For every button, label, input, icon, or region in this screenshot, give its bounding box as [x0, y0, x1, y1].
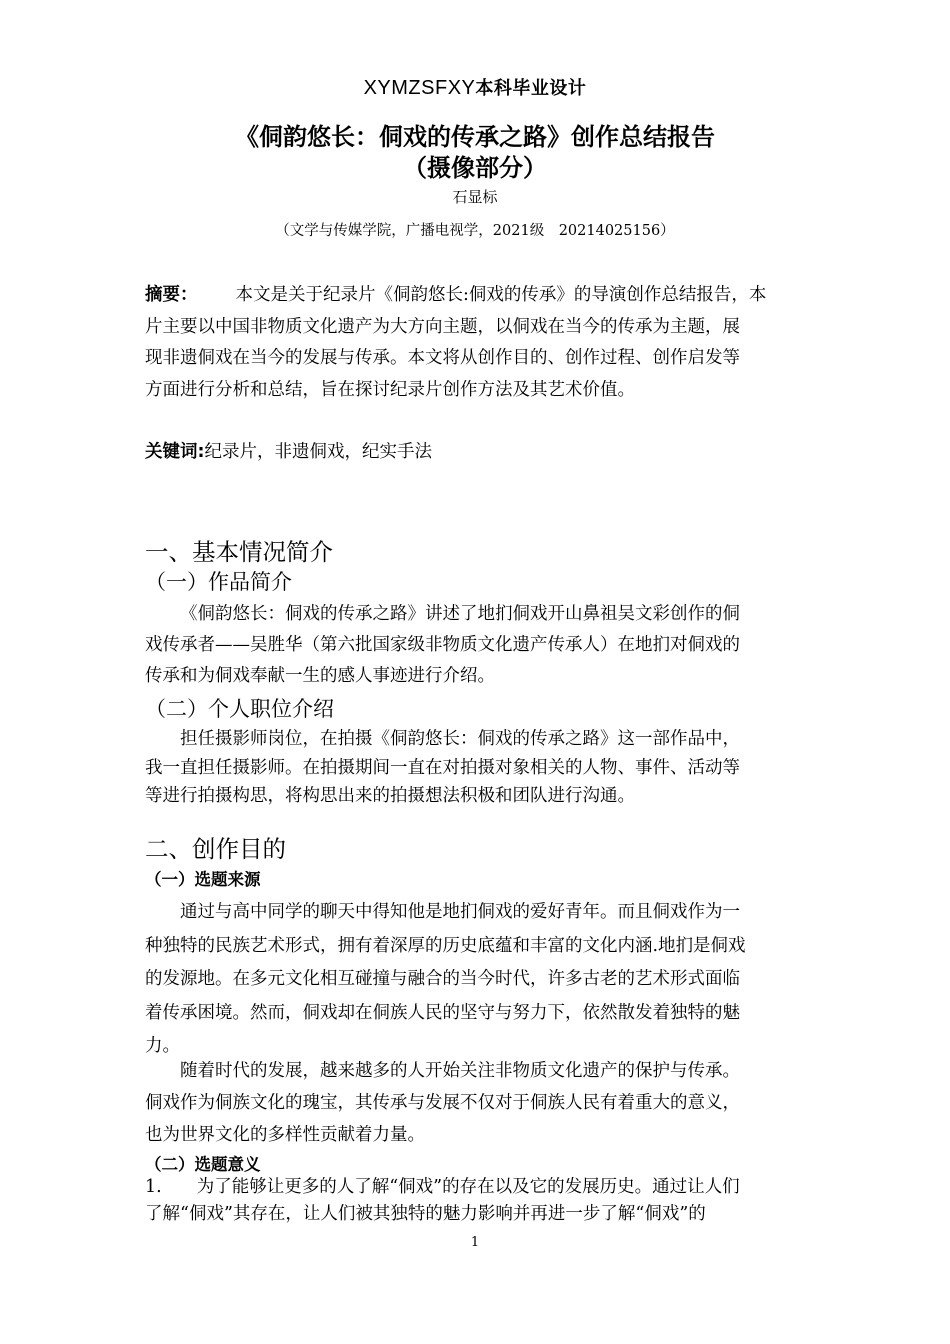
header-label: 本科毕业设计 — [475, 78, 587, 99]
subsection-heading: （二）个人职位介绍 — [145, 697, 334, 721]
abstract-label: 摘要： — [145, 285, 198, 305]
author-name: 石显标 — [452, 188, 498, 206]
page-number: 1 — [470, 1235, 480, 1250]
paragraph — [145, 896, 805, 1064]
subsection-heading: （二）选题意义 — [145, 1155, 261, 1174]
paragraph-line: 戏传承者——吴胜华（第六批国家级非物质文化遗产传承人）在地扪对侗戏的 — [145, 635, 740, 655]
paragraph-line: 了解“侗戏”其存在，让人们被其独特的魅力影响并再进一步了解“侗戏”的 — [145, 1204, 706, 1224]
paragraph — [145, 599, 805, 692]
author-affiliation: （文学与传媒学院，广播电视学，2021级 20214025156） — [275, 223, 675, 239]
paragraph — [145, 1174, 805, 1228]
abstract — [145, 280, 805, 406]
paragraph-line: 也为世界文化的多样性贡献着力量。 — [145, 1125, 425, 1145]
keywords-text: 纪录片，非遗侗戏，纪实手法 — [204, 442, 432, 462]
paragraph-line: 传承和为侗戏奉献一生的感人事迹进行介绍。 — [145, 666, 495, 686]
paragraph-line: 着传承困境。然而，侗戏却在侗族人民的坚守与努力下，依然散发着独特的魅 — [145, 1002, 740, 1023]
section-heading: 一、基本情况简介 — [145, 538, 333, 566]
abstract-line: 摘要： 本文是关于纪录片《侗韵悠长:侗戏的传承》的导演创作总结报告，本 — [145, 285, 767, 305]
abstract-line: 方面进行分析和总结，旨在探讨纪录片创作方法及其艺术价值。 — [145, 379, 635, 400]
report-subtitle: （摄像部分） — [403, 154, 547, 182]
paragraph — [145, 725, 805, 811]
header-code: XYMZSFXY — [363, 77, 476, 99]
running-header — [0, 74, 950, 100]
report-title: 《侗韵悠长：侗戏的传承之路》创作总结报告 — [235, 123, 715, 151]
subsection-heading: （一）选题来源 — [145, 870, 261, 889]
paragraph-line: 种独特的民族艺术形式，拥有着深厚的历史底蕴和丰富的文化内涵.地扪是侗戏 — [145, 935, 746, 956]
subsection-heading: （一）作品简介 — [145, 570, 292, 594]
paragraph-line: 通过与高中同学的聊天中得知他是地扪侗戏的爱好青年。而且侗戏作为一 — [180, 902, 740, 922]
paragraph-line: 侗戏作为侗族文化的瑰宝，其传承与发展不仅对于侗族人民有着重大的意义， — [145, 1093, 740, 1113]
paragraph-line: 我一直担任摄影师。在拍摄期间一直在对拍摄对象相关的人物、事件、活动等 — [145, 757, 740, 778]
keywords-label: 关键词: — [145, 442, 205, 462]
paragraph-line: 1. 为了能够让更多的人了解“侗戏”的存在以及它的发展历史。通过让人们 — [145, 1177, 740, 1197]
paragraph-line: 随着时代的发展，越来越多的人开始关注非物质文化遗产的保护与传承。 — [180, 1061, 740, 1081]
keywords — [145, 438, 805, 466]
abstract-line: 现非遗侗戏在当今的发展与传承。本文将从创作目的、创作过程、创作启发等 — [145, 348, 740, 368]
paragraph-line: 《侗韵悠长：侗戏的传承之路》讲述了地扪侗戏开山鼻祖吴文彩创作的侗 — [180, 604, 740, 624]
paragraph-line: 的发源地。在多元文化相互碰撞与融合的当今时代，许多古老的艺术形式面临 — [145, 969, 740, 989]
paragraph-line: 力。 — [145, 1036, 180, 1056]
section-heading: 二、创作目的 — [145, 835, 286, 863]
paragraph — [145, 1055, 805, 1151]
paragraph-line: 等进行拍摄构思，将构思出来的拍摄想法积极和团队进行沟通。 — [145, 786, 635, 806]
paragraph-line: 担任摄影师岗位，在拍摄《侗韵悠长：侗戏的传承之路》这一部作品中， — [180, 729, 740, 749]
abstract-line: 片主要以中国非物质文化遗产为大方向主题，以侗戏在当今的传承为主题，展 — [145, 316, 740, 337]
